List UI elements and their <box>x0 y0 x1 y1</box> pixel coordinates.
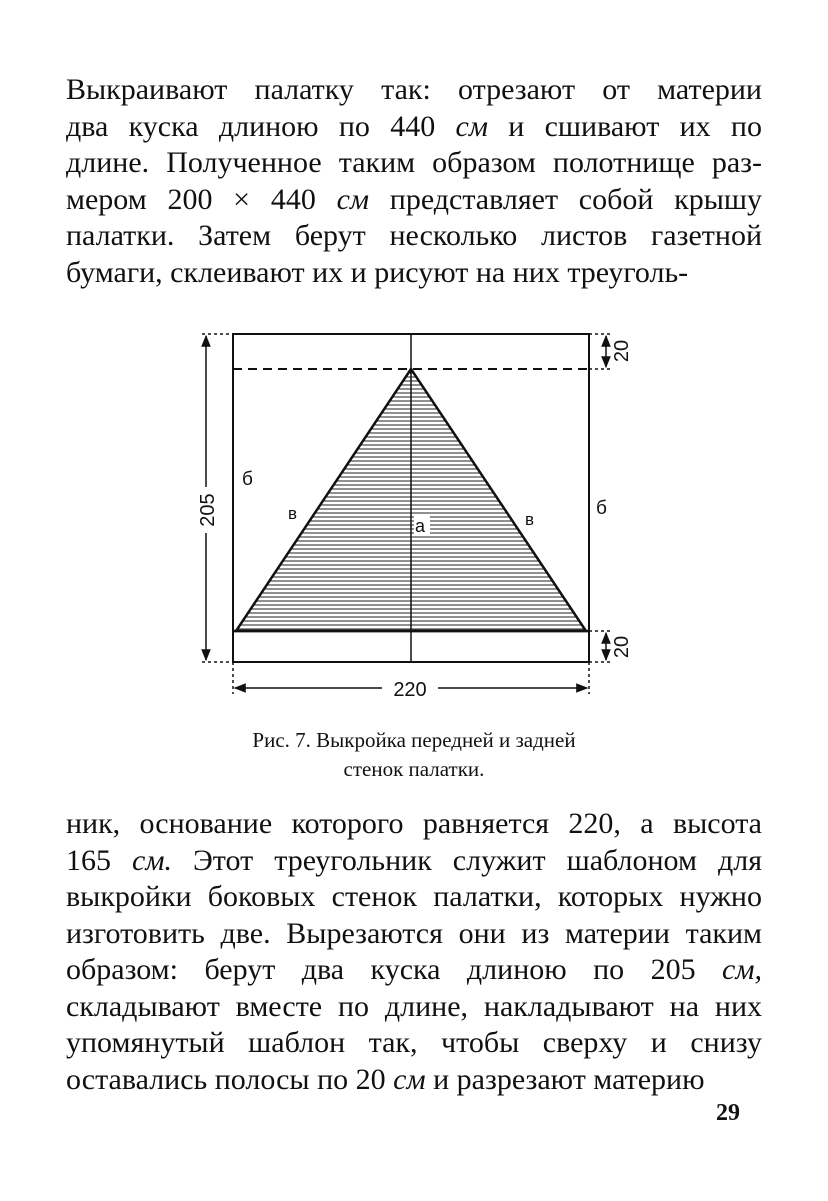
unit-abbreviation: см. <box>132 843 172 877</box>
paragraph-1 <box>66 72 762 291</box>
edge-b-right-label: б <box>596 498 607 519</box>
text-line <box>66 916 762 953</box>
text-line <box>66 1025 762 1062</box>
text-segment: и сшивают их по <box>487 109 762 143</box>
slope-v-left-label: в <box>288 504 298 523</box>
text-line <box>66 843 762 880</box>
unit-abbreviation: см <box>393 1062 426 1096</box>
text-line <box>66 145 762 182</box>
unit-abbreviation: см, <box>722 953 762 986</box>
width-220-label: 220 <box>393 679 427 701</box>
center-a-label: а <box>415 516 426 536</box>
text-line <box>66 1062 762 1099</box>
paragraph-2 <box>66 806 762 1098</box>
text-line <box>66 182 762 219</box>
text-segment: Этот треугольник служит шаблоном для <box>171 843 763 877</box>
text-segment: складывают вместе по длине, накладывают на них <box>66 989 762 1023</box>
text-line <box>66 255 762 292</box>
figure-caption <box>150 726 678 784</box>
text-line <box>66 72 762 109</box>
text-line <box>66 879 762 916</box>
bottom-strip-20-label: 20 <box>611 635 633 659</box>
caption-line-2: стенок палатки. <box>343 757 485 781</box>
height-205-label: 205 <box>197 493 219 527</box>
text-segment: изготовить две. Вырезаются они из материи таким <box>66 916 762 950</box>
text-segment: Выкраивают палатку так: отрезают от материи <box>66 73 762 106</box>
text-segment: два куска длиною по 440 <box>66 109 456 143</box>
tent-wall-pattern-figure <box>190 322 640 702</box>
text-line <box>66 952 762 989</box>
top-strip-20-label: 20 <box>611 339 633 363</box>
pattern-drawing <box>194 334 633 701</box>
unit-abbreviation: см <box>455 109 488 143</box>
text-segment: ник, основание которого равняется 220, а высота <box>66 807 762 840</box>
text-segment: образом: берут два куска длиною по 205 <box>66 953 723 986</box>
text-segment: мером 200 × 440 <box>66 182 337 216</box>
text-segment: бумаги, склеивают их и рисуют на них треуголь- <box>66 255 689 289</box>
text-segment: оставались полосы по 20 <box>66 1062 394 1096</box>
text-segment: длине. Полученное таким образом полотнище раз- <box>66 146 762 179</box>
text-line <box>66 218 762 255</box>
text-segment: 165 <box>66 843 133 877</box>
caption-line-1: Рис. 7. Выкройка передней и задней <box>252 728 576 752</box>
text-segment: выкройки боковых стенок палатки, которых нужно <box>66 880 762 913</box>
text-segment: и разрезают материю <box>425 1062 705 1096</box>
slope-v-right-label: в <box>525 510 535 529</box>
text-segment: палатки. Затем берут несколько листов газетной <box>66 219 762 252</box>
text-segment: представляет собой крышу <box>369 182 762 216</box>
text-line <box>66 806 762 843</box>
text-segment: упомянутый шаблон так, чтобы сверху и снизу <box>66 1026 762 1059</box>
unit-abbreviation: см <box>336 182 370 216</box>
text-line <box>66 109 762 146</box>
page-number: 29 <box>716 1100 740 1126</box>
text-line <box>66 989 762 1026</box>
edge-b-left-label: б <box>242 469 253 490</box>
